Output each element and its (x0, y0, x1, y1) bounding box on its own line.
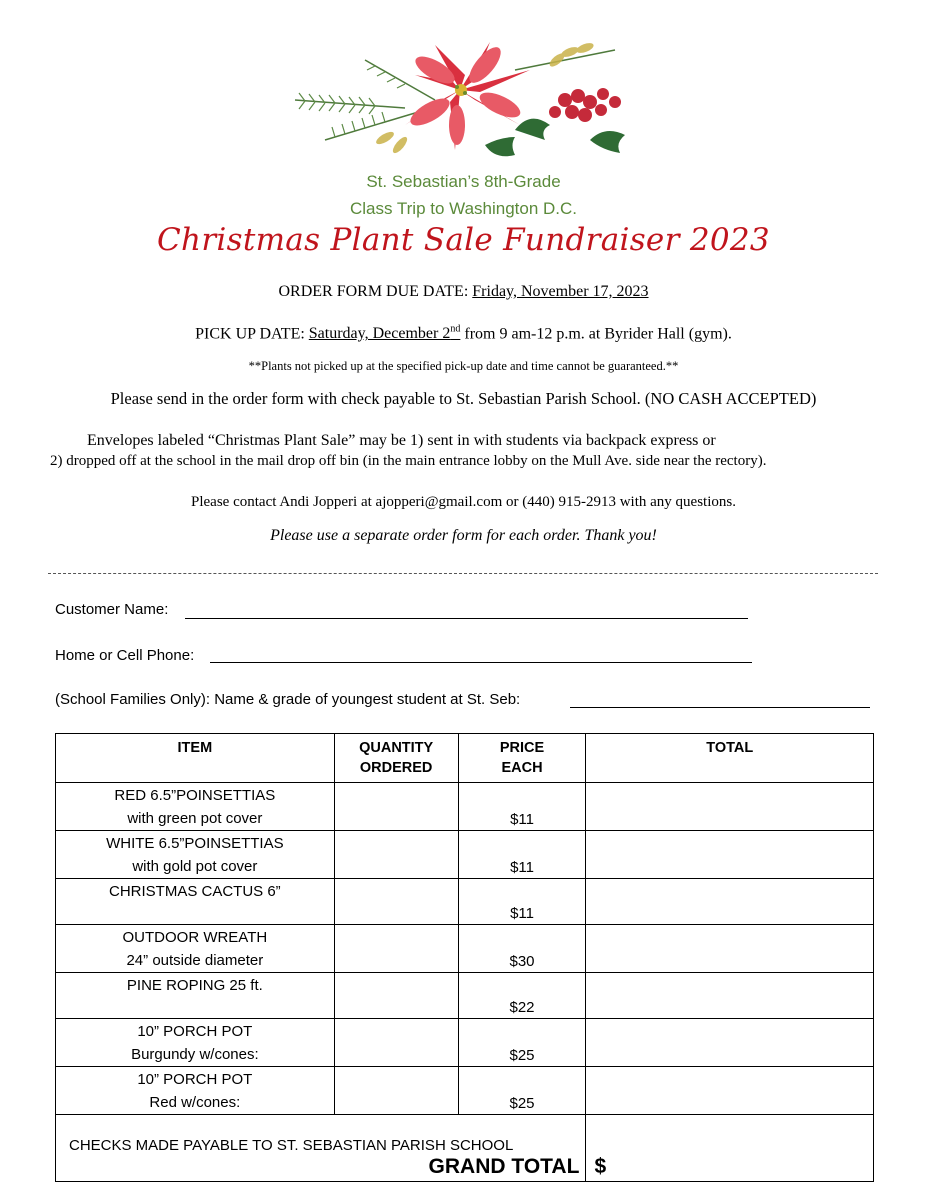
header-total: TOTAL (586, 734, 874, 783)
item-line-2: Red w/cones: (149, 1094, 241, 1111)
table-row (56, 783, 874, 831)
price-cell: $25 (458, 1067, 586, 1115)
total-cell[interactable] (586, 1019, 874, 1067)
total-cell[interactable] (586, 831, 874, 879)
grand-total-dollar: $ (594, 1155, 607, 1178)
table-header-row (56, 734, 874, 783)
price-cell: $30 (458, 925, 586, 973)
quantity-cell[interactable] (334, 879, 458, 925)
phone-field[interactable] (210, 662, 752, 663)
due-date-label: ORDER FORM DUE DATE: (278, 283, 469, 300)
table-row (56, 1019, 874, 1067)
item-line-1: 10” PORCH POT (137, 1071, 253, 1088)
pickup-rest: from 9 am-12 p.m. at Byrider Hall (gym). (464, 325, 732, 343)
pickup-note: **Plants not picked up at the specified pick-up date and time cannot be guaranteed.** (248, 359, 679, 373)
table-row (56, 1067, 874, 1115)
checks-payable-note: CHECKS MADE PAYABLE TO ST. SEBASTIAN PARISH SCHOOL (69, 1137, 514, 1154)
quantity-cell[interactable] (334, 1067, 458, 1115)
grand-total-cell[interactable] (586, 1115, 874, 1182)
cut-line-divider (48, 573, 878, 574)
table-row (56, 925, 874, 973)
item-line-1: 10” PORCH POT (137, 1023, 253, 1040)
quantity-cell[interactable] (334, 1019, 458, 1067)
trip-line-2: Class Trip to Washington D.C. (349, 199, 578, 218)
total-cell[interactable] (586, 973, 874, 1019)
order-table (55, 733, 874, 1182)
student-label: (School Families Only): Name & grade of youngest student at St. Seb: (55, 691, 521, 708)
item-cell (56, 1067, 335, 1115)
price-cell: $11 (458, 831, 586, 879)
student-field[interactable] (570, 707, 870, 708)
customer-name-field[interactable] (185, 618, 748, 619)
item-cell (56, 925, 335, 973)
send-instructions: Please send in the order form with check payable to St. Sebastian Parish School. (NO CASH ACCEPTED) (110, 389, 817, 408)
table-row (56, 831, 874, 879)
contact-line: Please contact Andi Jopperi at ajopperi@gmail.com or (440) 915-2913 with any questions. (191, 494, 736, 510)
checks-payable-cell (56, 1115, 586, 1182)
total-cell[interactable] (586, 925, 874, 973)
item-line-1: RED 6.5”POINSETTIAS (114, 787, 276, 804)
pickup-date-line (0, 324, 927, 343)
quantity-cell[interactable] (334, 783, 458, 831)
item-line-1: WHITE 6.5”POINSETTIAS (106, 835, 284, 852)
table-row (56, 879, 874, 925)
total-cell[interactable] (586, 1067, 874, 1115)
envelope-instructions-2: 2) dropped off at the school in the mail drop off bin (in the main entrance lobby on the Mull Ave. side near the rectory). (50, 453, 767, 469)
due-date-value: Friday, November 17, 2023 (472, 283, 649, 300)
trip-line-1: St. Sebastian’s 8th-Grade (366, 172, 561, 191)
item-line-1: CHRISTMAS CACTUS 6” (109, 883, 281, 900)
grand-total-label: GRAND TOTAL (428, 1155, 580, 1178)
phone-label: Home or Cell Phone: (55, 647, 195, 664)
header-item: ITEM (56, 734, 335, 783)
item-cell (56, 1019, 335, 1067)
header-quantity: QUANTITY ORDERED (334, 734, 458, 783)
customer-name-label: Customer Name: (55, 601, 169, 618)
envelope-instructions-1: Envelopes labeled “Christmas Plant Sale” may be 1) sent in with students via backpack express or (87, 432, 716, 449)
price-cell: $22 (458, 973, 586, 1019)
total-cell[interactable] (586, 783, 874, 831)
price-cell: $11 (458, 783, 586, 831)
item-line-2: with green pot cover (127, 810, 263, 827)
quantity-cell[interactable] (334, 973, 458, 1019)
pickup-date-value: Saturday, December 2nd (308, 324, 461, 343)
total-cell[interactable] (586, 879, 874, 925)
pickup-label: PICK UP DATE: (195, 325, 305, 343)
due-date-line (0, 283, 927, 301)
item-line-1: OUTDOOR WREATH (122, 929, 268, 946)
item-cell (56, 879, 335, 925)
quantity-cell[interactable] (334, 831, 458, 879)
thank-you-line: Please use a separate order form for each order. Thank you! (270, 527, 657, 544)
table-row (56, 973, 874, 1019)
item-line-2: 24” outside diameter (126, 952, 264, 969)
item-cell (56, 831, 335, 879)
item-cell (56, 783, 335, 831)
header-price: PRICE EACH (458, 734, 586, 783)
price-cell: $11 (458, 879, 586, 925)
page-title: Christmas Plant Sale Fundraiser 2023 (157, 222, 770, 258)
item-cell (56, 973, 335, 1019)
quantity-cell[interactable] (334, 925, 458, 973)
item-line-2: Burgundy w/cones: (131, 1046, 259, 1063)
price-cell: $25 (458, 1019, 586, 1067)
poinsettia-holly-illustration (285, 30, 645, 170)
item-line-2: with gold pot cover (132, 858, 258, 875)
item-line-1: PINE ROPING 25 ft. (126, 977, 263, 994)
